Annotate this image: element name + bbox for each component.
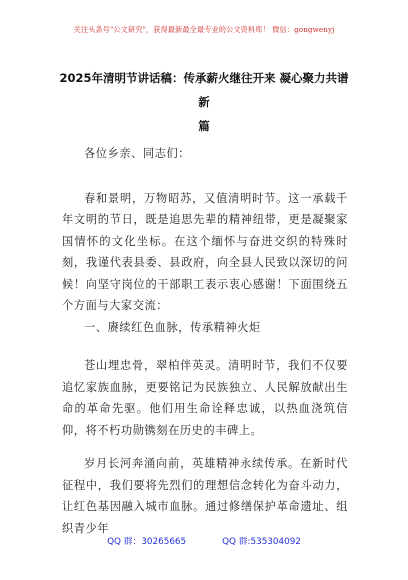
salutation: 各位乡亲、同志们： <box>84 147 191 160</box>
footer-contact <box>0 534 408 547</box>
document-body <box>62 143 348 539</box>
paragraph-section1-a: 苍山埋忠骨，翠柏伴英灵。清明时节，我们不仅要追忆家族血脉，更要铭记为民族独立、人民解放献出生命的革命先驱。他们用生命诠释忠诚，以热血浇筑信仰，将不朽功勋镌刻在历史的丰碑上。 <box>62 359 348 437</box>
paragraph-opening: 春和景明，万物昭苏，又值清明时节。这一承载千年文明的节日，既是追思先辈的精神纽带，更是凝聚家国情怀的文化坐标。在这个缅怀与奋进交织的特殊时刻，我谨代表县委、县政府，向全县人民致以深切的问候！向坚守岗位的干部职工表示衷心感谢！下面围绕五个方面与大家交流： <box>62 191 348 312</box>
section-heading-1: 一、赓续红色血脉，传承精神火炬 <box>84 320 261 334</box>
promo-banner: 关注头条号"公文研究"，获得最新最全最专业的公文资料库！ 微信：gongwenyj <box>73 25 335 34</box>
title-line-1: 2025年清明节讲话稿：传承薪火继往开来 凝心聚力共谱新 <box>59 71 349 109</box>
document-title <box>58 66 350 138</box>
footer-qq-group-1: QQ 群：30265665 <box>107 537 187 547</box>
title-line-2: 篇 <box>198 119 210 133</box>
paragraph-section1-b: 岁月长河奔涌向前，英雄精神永续传承。在新时代征程中，我们要将先烈们的理想信念转化为奋斗动力，让红色基因融入城市血脉。通过修缮保护革命遗址、组织青少年 <box>62 457 348 535</box>
footer-qq-group-2: QQ 群:535304092 <box>222 537 301 547</box>
